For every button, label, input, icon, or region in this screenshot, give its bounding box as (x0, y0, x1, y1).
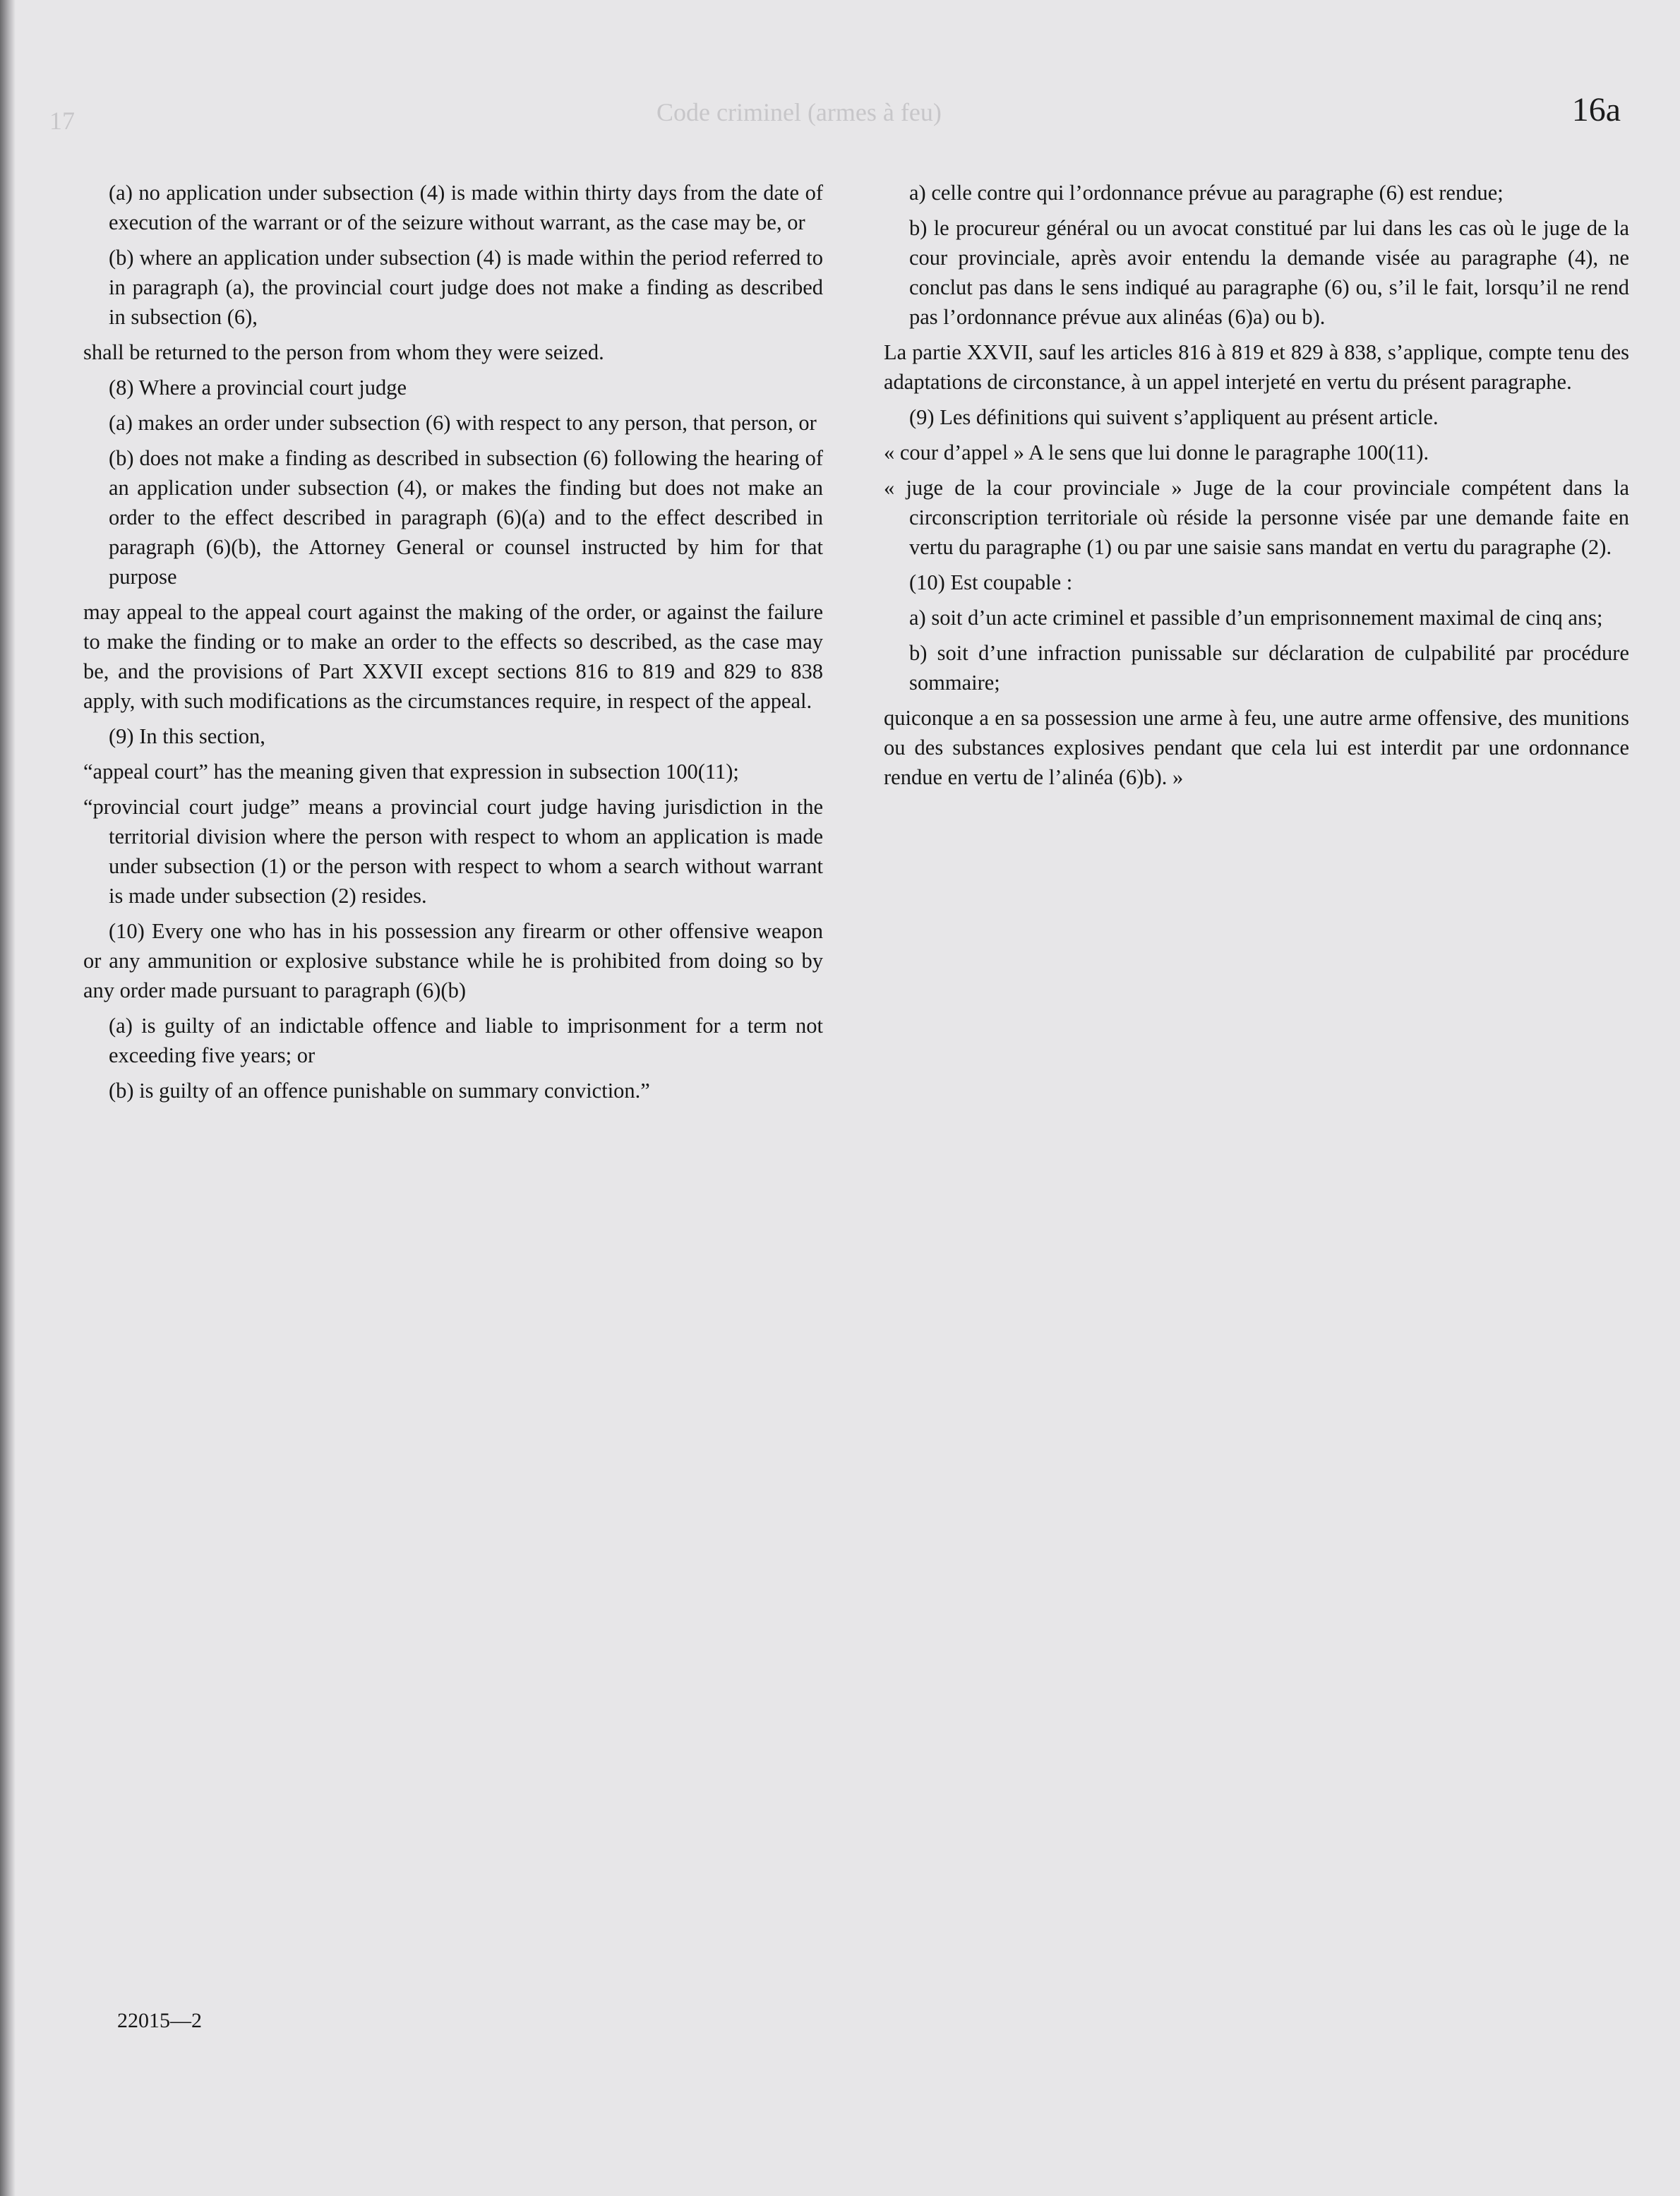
french-column (884, 178, 1629, 798)
subsection-8-intro: (8) Where a provincial court judge (109, 376, 407, 400)
definition-cour-appel: « cour d’appel » A le sens que lui donne le paragraphe 100(11). (884, 440, 1429, 464)
paragraph-7-tail: shall be returned to the person from whom they were seized. (83, 340, 604, 364)
bleed-through-page-number: 17 (49, 107, 75, 135)
alinea-8b: b) le procureur général ou un avocat constitué par lui dans les cas où le juge de la cour provinciale, après avoir entendu la demande visée au paragraphe (4), ne conclut pas dans le sens indiqué au paragraphe (6) ou, s’il le fait, lorsqu’il ne rend pas l’ordonnance prévue aux alinéas (6)a) ou b). (909, 216, 1629, 329)
subsection-8-tail: may appeal to the appeal court against the making of the order, or against the failure to make the finding or to make an order to the effects so described, as the case may be, and the provisions of Part XXVII except sections 816 to 819 and 829 to 838 apply, with such modifications as the circumstances require, in respect of the appeal. (83, 600, 823, 713)
paragraphe-10-suite: quiconque a en sa possession une arme à feu, une autre arme offensive, des munitions ou des substances explosives pendant que cela lui est interdit par une ordonnance rendue en vertu de l’alinéa (6)b). » (884, 706, 1629, 789)
definition-appeal-court: “appeal court” has the meaning given that expression in subsection 100(11); (83, 760, 739, 784)
paragraph-10b: (b) is guilty of an offence punishable on summary conviction.” (109, 1079, 650, 1103)
alinea-8a: a) celle contre qui l’ordonnance prévue au paragraphe (6) est rendue; (909, 181, 1504, 205)
paragraph-7b: (b) where an application under subsection (4) is made within the period referred to in paragraph (a), the provincial court judge does not make a finding as described in subsection (6), (109, 246, 823, 329)
paragraph-8a: (a) makes an order under subsection (6) with respect to any person, that person, or (109, 411, 817, 435)
subsection-10-intro: (10) Every one who has in his possession any firearm or other offensive weapon or any ammunition or explosive substance while he is prohibited from doing so by any order made pursuant to paragraph (6)(b) (83, 919, 823, 1002)
bleed-through-title: Code criminel (armes à feu) (656, 98, 942, 126)
paragraph-10a: (a) is guilty of an indictable offence and liable to imprisonment for a term not exceeding five years; or (109, 1014, 823, 1067)
english-column (83, 178, 823, 1111)
paragraphe-8-suite: La partie XXVII, sauf les articles 816 à 819 et 829 à 838, s’applique, compte tenu des adaptations de circonstance, à un appel interjeté en vertu du présent paragraphe. (884, 340, 1629, 394)
paragraph-8b: (b) does not make a finding as described in subsection (6) following the hearing of an application under subsection (4), or makes the finding but does not make an order to the effect described in paragraph (6)(a) and to the effect described in paragraph (6)(b), the Attorney General or counsel instructed by him for that purpose (109, 446, 823, 589)
definition-juge-cour-provinciale: « juge de la cour provinciale » Juge de la cour provinciale compétent dans la circonscription territoriale où réside la personne visée par une demande faite en vertu du paragraphe (1) ou par une saisie sans mandat en vertu du paragraphe (2). (884, 476, 1629, 559)
page-edge-shadow (0, 0, 16, 2196)
paragraph-7a: (a) no application under subsection (4) is made within thirty days from the date of execution of the warrant or of the seizure without warrant, as the case may be, or (109, 181, 823, 234)
alinea-10a: a) soit d’un acte criminel et passible d’un emprisonnement maximal de cinq ans; (909, 606, 1603, 630)
paragraphe-9-intro: (9) Les définitions qui suivent s’appliquent au présent article. (909, 405, 1439, 429)
footer-print-code: 22015—2 (117, 2009, 202, 2032)
alinea-10b: b) soit d’une infraction punissable sur déclaration de culpabilité par procédure sommaire; (909, 641, 1629, 695)
page-number: 16a (1571, 91, 1621, 128)
paragraphe-10-intro: (10) Est coupable : (909, 570, 1073, 594)
definition-provincial-court-judge: “provincial court judge” means a provincial court judge having jurisdiction in the territorial division where the person with respect to whom an application is made under subsection (1) or the person with respect to whom a search without warrant is made under subsection (2) resides. (83, 795, 823, 908)
subsection-9-intro: (9) In this section, (109, 724, 265, 748)
